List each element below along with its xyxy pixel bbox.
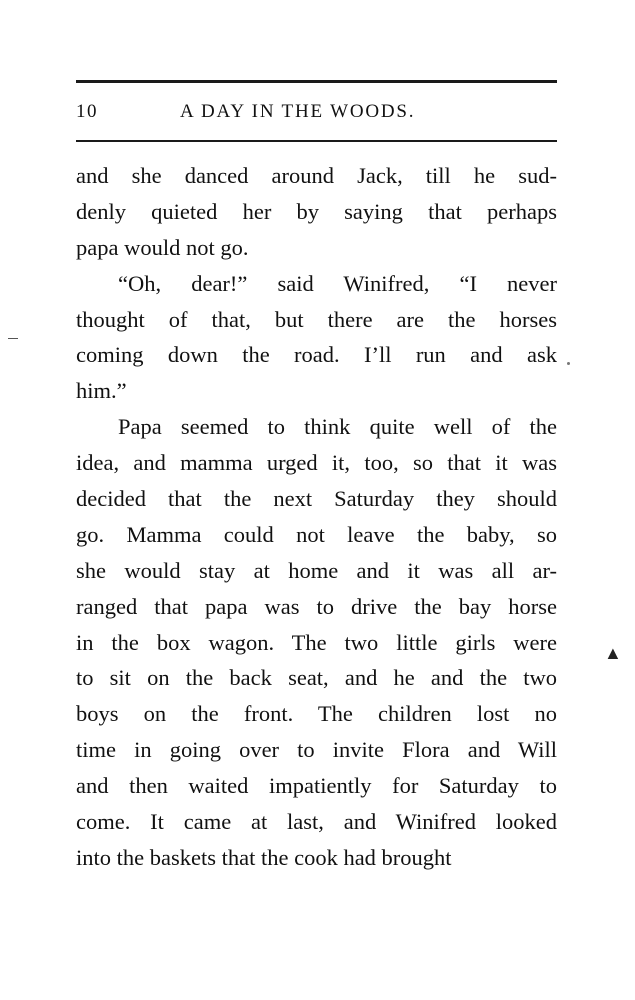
page-body-text bbox=[76, 158, 557, 876]
text-line: denly quieted her by saying that perhaps bbox=[76, 198, 557, 224]
scan-speck-left bbox=[8, 338, 18, 339]
text-line: go. Mamma could not leave the baby, so bbox=[76, 521, 557, 547]
text-line: thought of that, but there are the horses bbox=[76, 306, 557, 332]
text-line: in the box wagon. The two little girls were bbox=[76, 629, 557, 655]
text-line: ranged that papa was to drive the bay horse bbox=[76, 593, 557, 619]
text-line: Papa seemed to think quite well of the bbox=[118, 414, 557, 440]
text-line: boys on the front. The children lost no bbox=[76, 701, 557, 727]
margin-mark-icon: ▲ bbox=[604, 643, 622, 663]
text-line: him.” bbox=[76, 378, 127, 404]
scan-speck-right bbox=[567, 362, 570, 365]
text-line: to sit on the back seat, and he and the two bbox=[76, 665, 557, 691]
text-line: and then waited impatiently for Saturday to bbox=[76, 773, 557, 799]
text-line: she would stay at home and it was all ar- bbox=[76, 557, 557, 583]
page-number: 10 bbox=[76, 101, 98, 122]
text-line: time in going over to invite Flora and Will bbox=[76, 737, 557, 763]
text-line: and she danced around Jack, till he sud- bbox=[76, 163, 557, 188]
running-header bbox=[76, 101, 557, 131]
text-line: “Oh, dear!” said Winifred, “I never bbox=[118, 270, 557, 296]
text-line: decided that the next Saturday they should bbox=[76, 486, 557, 512]
running-title: A DAY IN THE WOODS. bbox=[180, 101, 416, 122]
header-bottom-rule bbox=[76, 140, 557, 142]
header-top-rule bbox=[76, 80, 557, 83]
text-line: coming down the road. I’ll run and ask bbox=[76, 342, 557, 368]
text-line: idea, and mamma urged it, too, so that it was bbox=[76, 450, 557, 476]
text-line: into the baskets that the cook had brought bbox=[76, 844, 452, 870]
text-line: come. It came at last, and Winifred looked bbox=[76, 809, 557, 835]
text-line: papa would not go. bbox=[76, 234, 249, 260]
